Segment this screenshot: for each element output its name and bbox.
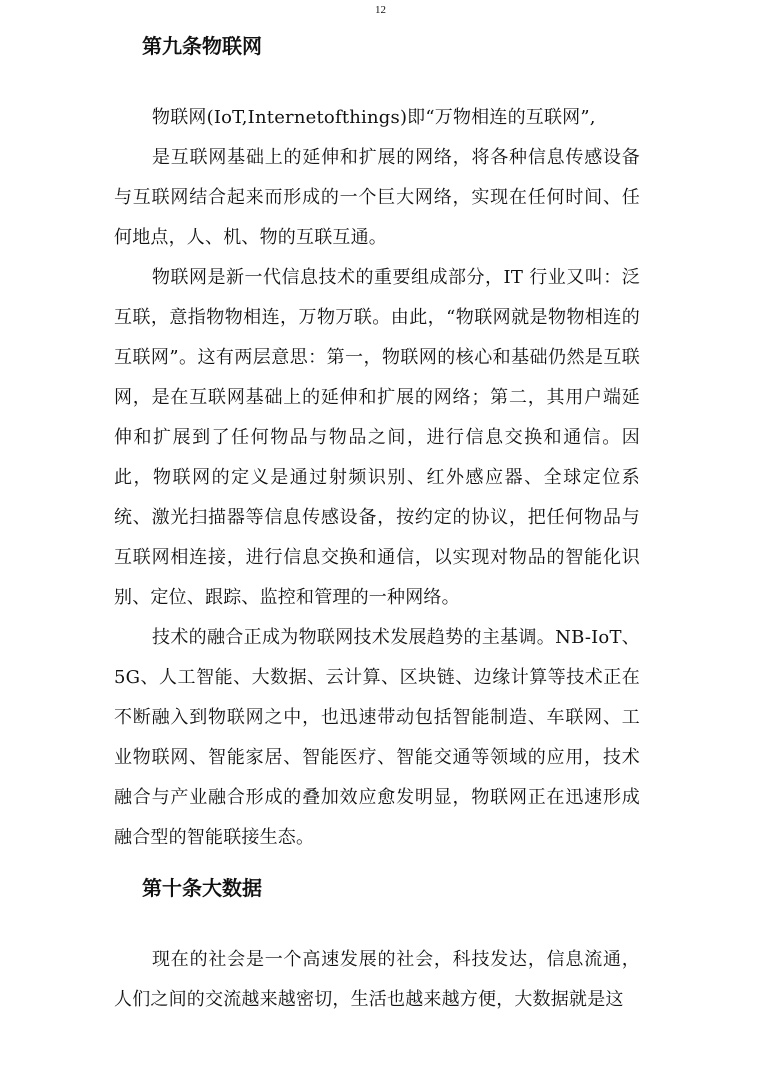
document-body	[114, 28, 640, 1020]
paragraph-iot-meaning: 物联网是新一代信息技术的重要组成部分，IT 行业又叫：泛互联，意指物物相连，万物万联。由此，“物联网就是物物相连的互联网”。这有两层意思：第一，物联网的核心和基础仍然是互联网，是在互联网基础上的延伸和扩展的网络；第二，其用户端延伸和扩展到了任何物品与物品之间，进行信息交换和通信。因此，物联网的定义是通过射频识别、红外感应器、全球定位系统、激光扫描器等信息传感设备，按约定的协议，把任何物品与互联网相连接，进行信息交换和通信，以实现对物品的智能化识别、定位、跟踪、监控和管理的一种网络。	[114, 267, 640, 608]
paragraph-iot-fusion: 技术的融合正成为物联网技术发展趋势的主基调。NB-IoT、5G、人工智能、大数据、云计算、区块链、边缘计算等技术正在不断融入到物联网之中，也迅速带动包括智能制造、车联网、工业物联网、智能家居、智能医疗、智能交通等领域的应用，技术融合与产业融合形成的叠加效应愈发明显，物联网正在迅速形成融合型的智能联接生态。	[114, 627, 640, 848]
paragraph-bigdata-intro: 现在的社会是一个高速发展的社会，科技发达，信息流通，人们之间的交流越来越密切，生活也越来越方便，大数据就是这	[114, 949, 640, 1010]
section-title-bigdata: 第十条大数据	[142, 876, 262, 900]
section-title-iot: 第九条物联网	[142, 34, 262, 58]
paragraph-iot-extension: 是互联网基础上的延伸和扩展的网络，将各种信息传感设备与互联网结合起来而形成的一个巨大网络，实现在任何时间、任何地点，人、机、物的互联互通。	[114, 147, 640, 248]
page-number: 12	[375, 4, 386, 16]
paragraph-iot-definition: 物联网(IoT,Internetofthings)即“万物相连的互联网”,	[152, 107, 596, 128]
